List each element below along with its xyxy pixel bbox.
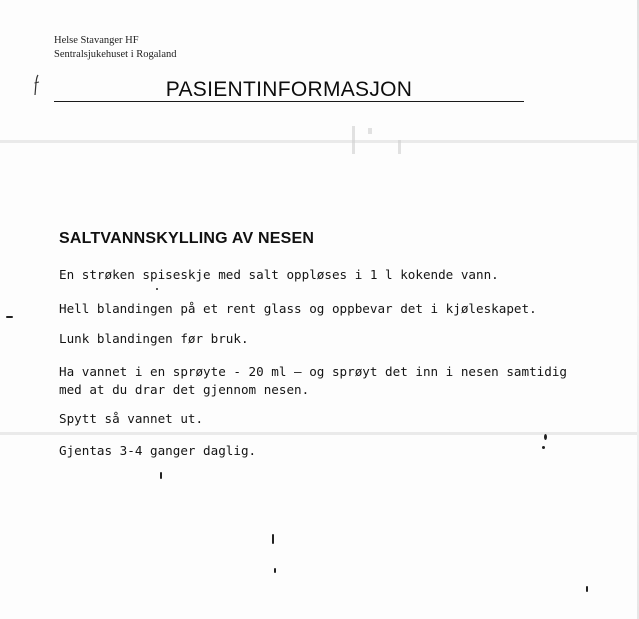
- instruction-paragraph: Lunk blandingen før bruk.: [59, 331, 249, 346]
- scan-smudge: [398, 140, 401, 154]
- title-divider: [54, 101, 524, 102]
- scan-speck: [544, 434, 547, 440]
- organization-name: Helse Stavanger HF: [54, 35, 139, 46]
- instruction-paragraph: [59, 363, 567, 399]
- instruction-paragraph: Spytt så vannet ut.: [59, 411, 204, 426]
- section-heading: SALTVANNSKYLLING AV NESEN: [59, 230, 315, 247]
- scan-speck: [156, 288, 158, 290]
- scan-speck: [160, 472, 162, 479]
- scan-speck: [542, 446, 545, 449]
- instruction-paragraph: Gjentas 3-4 ganger daglig.: [59, 443, 257, 458]
- scan-artifact-band: [0, 140, 639, 143]
- handwritten-mark-icon: [34, 74, 40, 96]
- scan-speck: [6, 316, 13, 318]
- scan-speck: [586, 586, 588, 592]
- document-title: PASIENTINFORMASJON: [165, 78, 413, 101]
- scan-speck: [274, 568, 276, 573]
- instruction-line: med at du drar det gjennom nesen.: [59, 382, 310, 397]
- scan-smudge: [368, 128, 372, 134]
- scan-smudge: [352, 126, 355, 154]
- scan-artifact-band: [0, 432, 639, 435]
- instruction-line: Ha vannet i en sprøyte - 20 ml – og sprøyt det inn i nesen samtidig: [59, 364, 567, 379]
- hospital-name: Sentralsjukehuset i Rogaland: [54, 49, 177, 60]
- instruction-paragraph: En strøken spiseskje med salt oppløses i 1 l kokende vann.: [59, 267, 499, 282]
- instruction-paragraph: Hell blandingen på et rent glass og oppbevar det i kjøleskapet.: [59, 301, 537, 316]
- scan-speck: [272, 534, 274, 544]
